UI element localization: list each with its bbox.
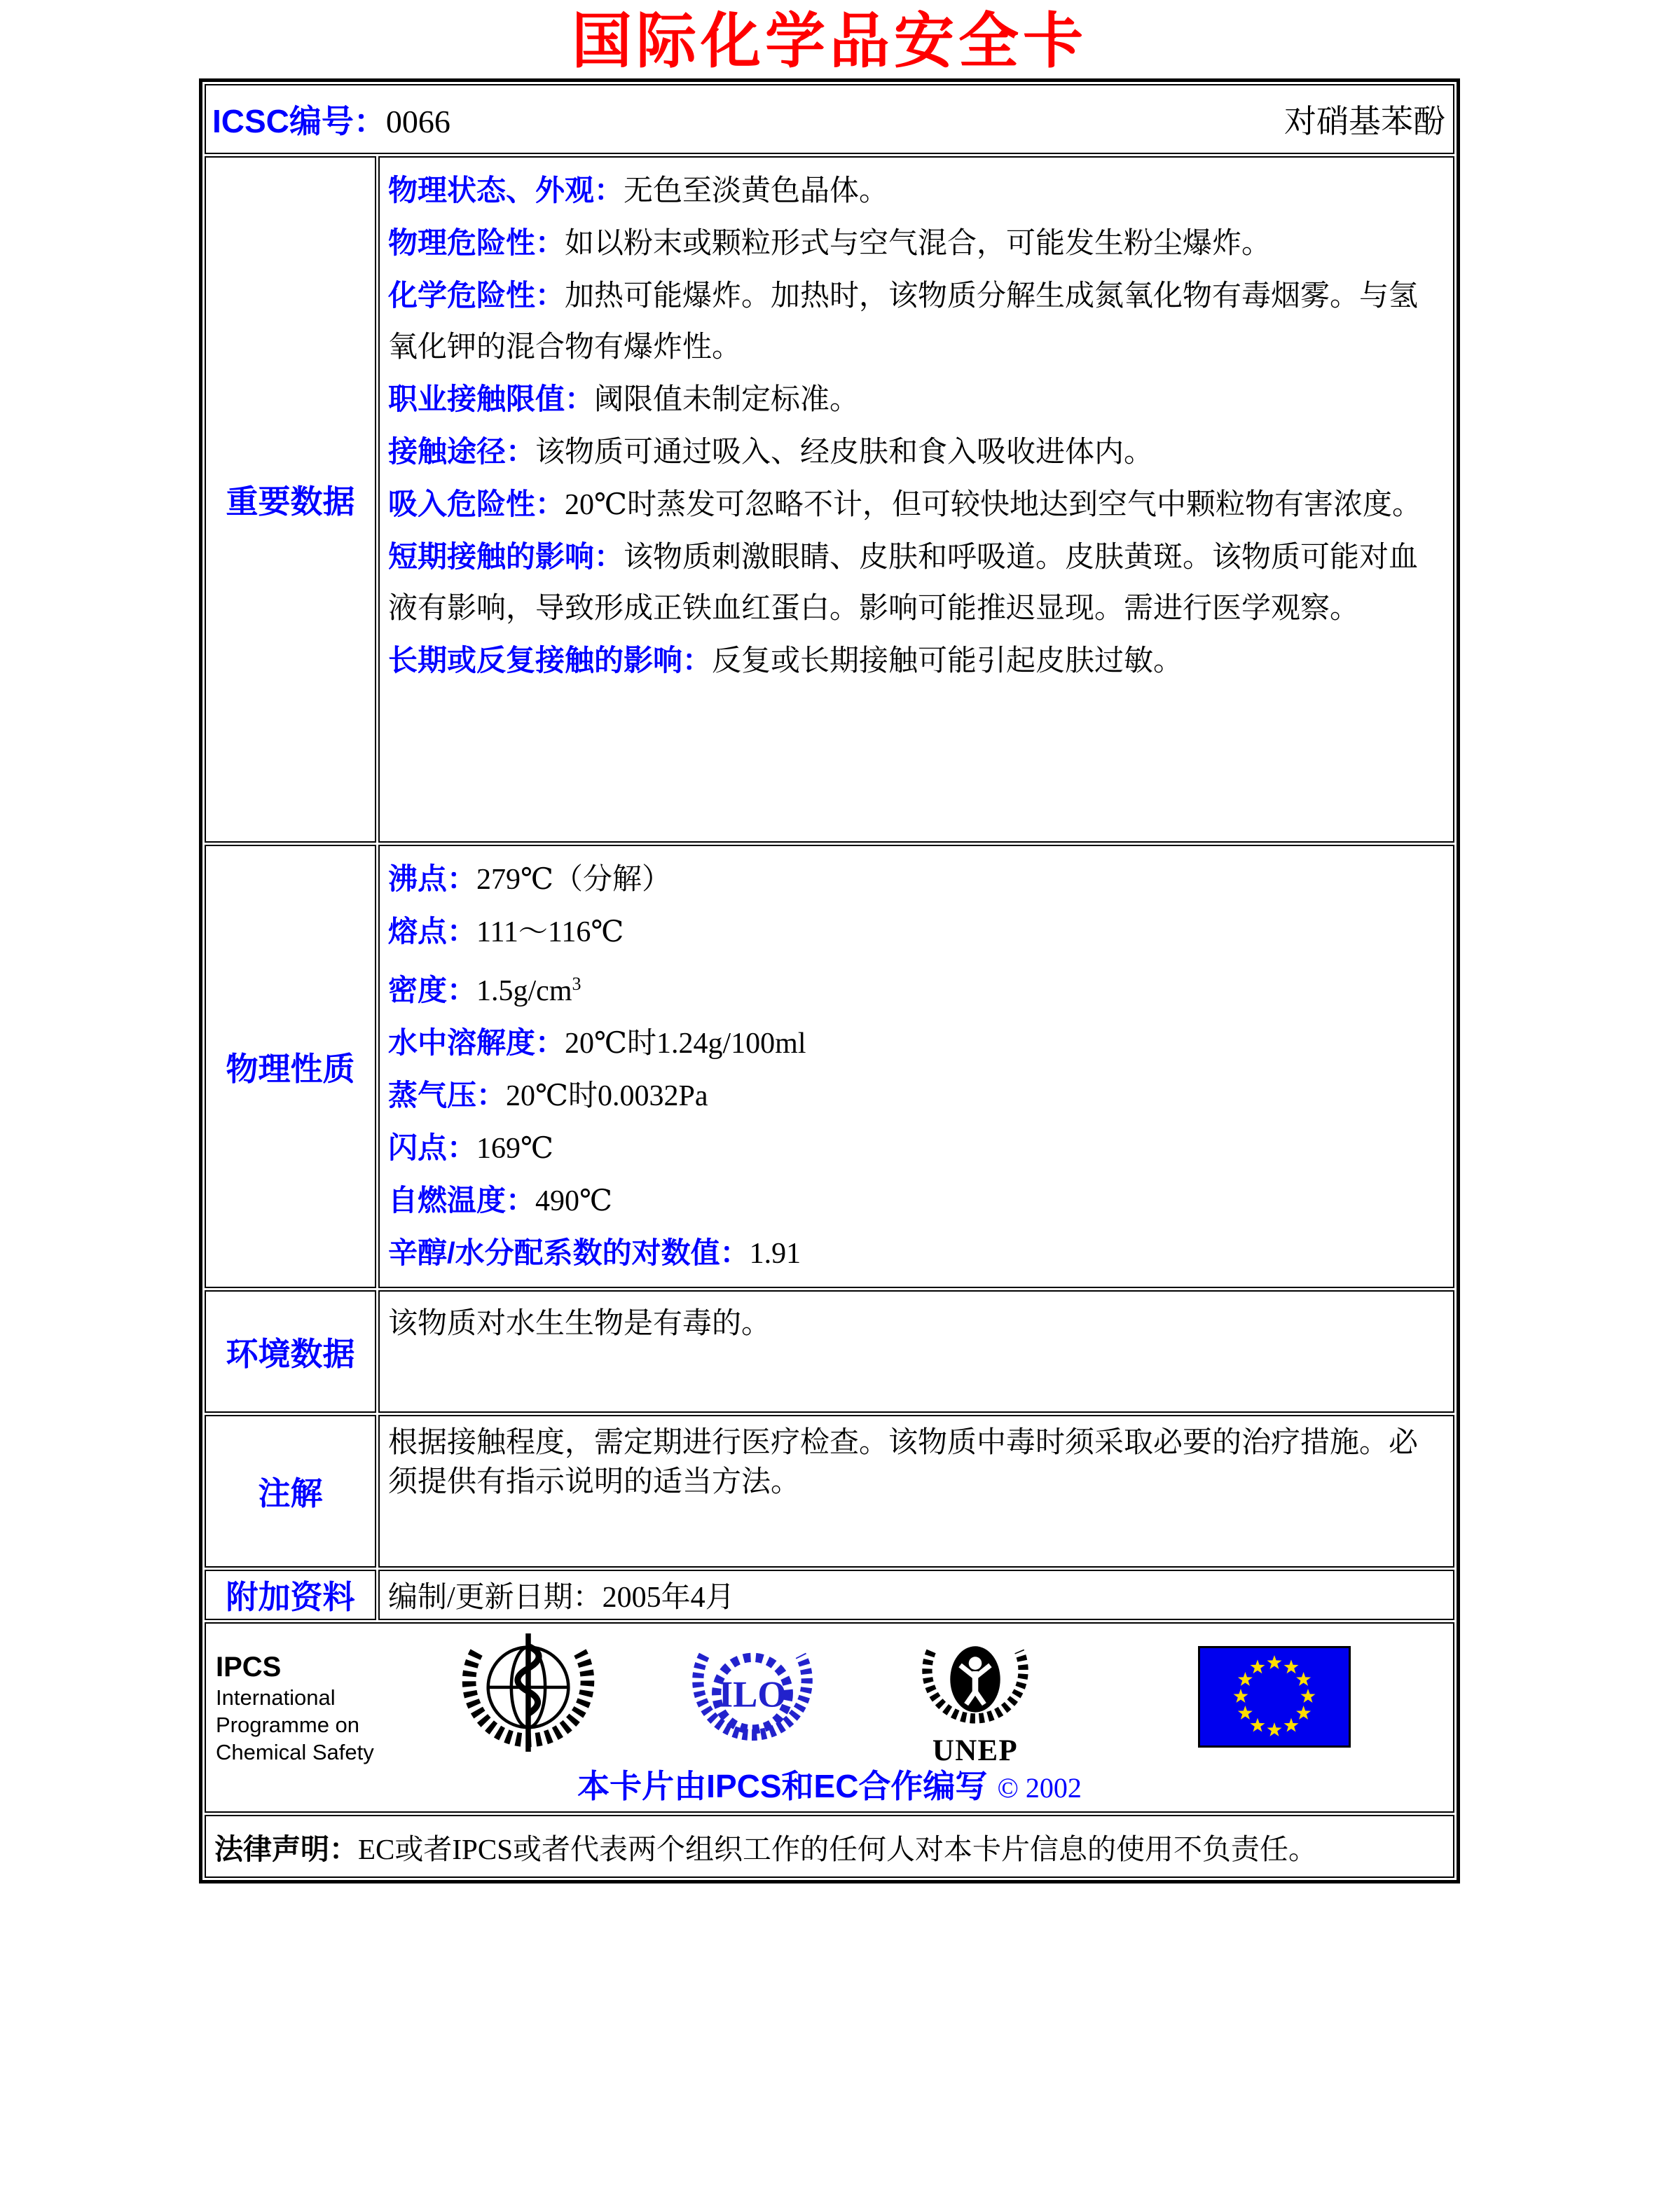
section-label-environment: 环境数据 xyxy=(226,1335,355,1372)
property-line xyxy=(388,1017,1433,1070)
property-line xyxy=(388,635,1433,687)
property-value: 该物质刺激眼睛、皮肤和呼吸道。皮肤黄斑。该物质可能对血液有影响，导致形成正铁血红蛋白。影响可能推迟显现。需进行医学观察。 xyxy=(388,541,1419,625)
property-label: 密度： xyxy=(388,974,477,1007)
property-value: 111～116℃ xyxy=(476,916,624,948)
environment-text: 该物质对水生生物是有毒的。 xyxy=(388,1308,771,1340)
ipcs-acronym: IPCS xyxy=(216,1652,282,1682)
property-line xyxy=(388,958,1433,1017)
property-label: 接触途径： xyxy=(388,435,536,468)
additional-info-text: 编制/更新日期：2005年4月 xyxy=(388,1582,735,1614)
legal-label: 法律声明： xyxy=(214,1832,358,1865)
property-value-superscript: 3 xyxy=(572,974,581,994)
additional-info-label-cell xyxy=(205,1570,376,1620)
important-data-content xyxy=(378,156,1454,843)
ipcs-line-1: International xyxy=(216,1685,336,1710)
property-value: 如以粉末或颗粒形式与空气混合，可能发生粉尘爆炸。 xyxy=(565,228,1272,260)
caption-bar xyxy=(206,1761,1453,1807)
property-label: 沸点： xyxy=(388,862,477,895)
ilo-logo-icon xyxy=(691,1635,814,1762)
section-label-notes: 注解 xyxy=(258,1475,323,1512)
property-value: 1.5g/cm xyxy=(476,975,572,1007)
header-row xyxy=(205,84,1454,154)
property-line xyxy=(388,1227,1433,1280)
physical-properties-row xyxy=(205,845,1454,1288)
physical-properties-label-cell xyxy=(205,845,376,1288)
property-label: 自燃温度： xyxy=(388,1184,536,1217)
property-line xyxy=(388,853,1433,906)
environment-row xyxy=(205,1290,1454,1413)
section-label-important: 重要数据 xyxy=(226,483,355,520)
ipcs-text-block xyxy=(216,1650,374,1766)
important-data-list xyxy=(388,165,1433,687)
property-value: 20℃时0.0032Pa xyxy=(506,1080,708,1112)
property-value: 反复或长期接触可能引起皮肤过敏。 xyxy=(712,645,1183,677)
who-logo-icon xyxy=(460,1629,597,1770)
notes-label-cell xyxy=(205,1415,376,1568)
property-label: 蒸气压： xyxy=(388,1079,507,1112)
section-label-additional: 附加资料 xyxy=(226,1579,355,1615)
property-label: 职业接触限值： xyxy=(388,382,595,415)
notes-text: 根据接触程度，需定期进行医疗检查。该物质中毒时须采取必要的治疗措施。必须提供有指示说明的适当方法。 xyxy=(388,1427,1419,1498)
section-label-physical: 物理性质 xyxy=(226,1050,355,1087)
logos-row xyxy=(205,1622,1454,1813)
property-value: 阈限值未制定标准。 xyxy=(594,384,860,416)
property-value: 无色至淡黄色晶体。 xyxy=(624,175,889,207)
eu-flag-icon xyxy=(1198,1646,1351,1751)
property-line xyxy=(388,1175,1433,1227)
property-line xyxy=(388,373,1433,426)
icsc-number-label: ICSC编号： xyxy=(212,103,386,139)
caption-copyright: © 2002 xyxy=(997,1772,1082,1804)
legal-cell xyxy=(205,1815,1454,1878)
unep-logo-text: UNEP xyxy=(932,1734,1019,1768)
chemical-name: 对硝基苯酚 xyxy=(1284,104,1445,139)
property-line xyxy=(388,270,1433,373)
important-data-label-cell xyxy=(205,156,376,843)
property-label: 长期或反复接触的影响： xyxy=(388,644,713,677)
additional-info-content xyxy=(378,1570,1454,1620)
property-value: 279℃（分解） xyxy=(476,864,671,896)
property-label: 辛醇/水分配系数的对数值： xyxy=(388,1236,750,1269)
property-line xyxy=(388,531,1433,635)
notes-row xyxy=(205,1415,1454,1568)
property-label: 物理状态、外观： xyxy=(388,174,624,207)
header-cell xyxy=(205,84,1454,154)
icsc-number-group xyxy=(212,96,450,142)
property-line xyxy=(388,426,1433,478)
legal-text: EC或者IPCS或者代表两个组织工作的任何人对本卡片信息的使用不负责任。 xyxy=(358,1832,1317,1865)
environment-content xyxy=(378,1290,1454,1413)
icsc-card-table xyxy=(199,78,1460,1883)
property-label: 熔点： xyxy=(388,915,477,948)
property-value: 1.91 xyxy=(749,1238,801,1270)
page-title: 国际化学品安全卡 xyxy=(572,6,1087,76)
property-label: 短期接触的影响： xyxy=(388,540,624,573)
property-value: 169℃ xyxy=(476,1133,553,1165)
property-value: 490℃ xyxy=(535,1185,612,1217)
environment-label-cell xyxy=(205,1290,376,1413)
property-line xyxy=(388,1070,1433,1122)
important-data-row xyxy=(205,156,1454,843)
property-label: 物理危险性： xyxy=(388,226,565,259)
property-value: 20℃时1.24g/100ml xyxy=(565,1028,806,1060)
physical-properties-content xyxy=(378,845,1454,1288)
property-label: 化学危险性： xyxy=(388,279,565,312)
property-line xyxy=(388,1122,1433,1175)
property-label: 吸入危险性： xyxy=(388,488,565,520)
unep-logo-icon xyxy=(919,1629,1031,1773)
property-line xyxy=(388,217,1433,270)
property-value: 加热可能爆炸。加热时，该物质分解生成氮氧化物有毒烟雾。与氢氧化钾的混合物有爆炸性。 xyxy=(388,280,1419,364)
legal-row xyxy=(205,1815,1454,1878)
caption-text: 本卡片由IPCS和EC合作编写 xyxy=(577,1768,988,1804)
icsc-number-value: 0066 xyxy=(385,104,450,139)
property-line xyxy=(388,165,1433,217)
property-label: 闪点： xyxy=(388,1131,477,1164)
additional-info-row xyxy=(205,1570,1454,1620)
property-value: 该物质可通过吸入、经皮肤和食入吸收进体内。 xyxy=(535,436,1154,469)
logos-cell xyxy=(205,1622,1454,1813)
ilo-logo-text: ILO xyxy=(718,1674,787,1715)
property-line xyxy=(388,906,1433,958)
property-label: 水中溶解度： xyxy=(388,1026,565,1059)
property-value: 20℃时蒸发可忽略不计，但可较快地达到空气中颗粒物有害浓度。 xyxy=(565,489,1422,521)
physical-properties-list xyxy=(388,853,1433,1280)
notes-content xyxy=(378,1415,1454,1568)
property-line xyxy=(388,478,1433,531)
ipcs-line-3: Chemical Safety xyxy=(216,1740,374,1764)
ipcs-line-2: Programme on xyxy=(216,1713,360,1737)
